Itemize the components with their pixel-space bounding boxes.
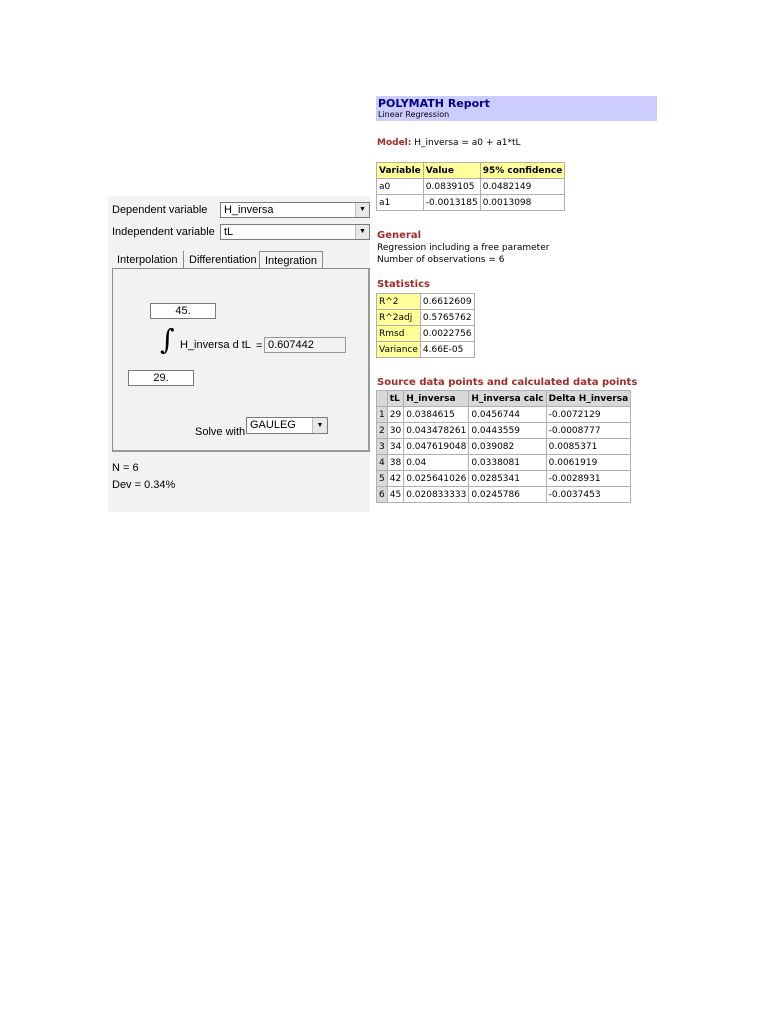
table-cell: 0.025641026 [404,471,469,487]
table-cell: 34 [387,439,403,455]
table-cell: 0.047619048 [404,439,469,455]
table-row [377,455,631,471]
tab-interpolation[interactable]: Interpolation [112,251,184,269]
table-cell: 0.0443559 [469,423,546,439]
table-cell: 0.0456744 [469,407,546,423]
table-cell: -0.0037453 [546,487,631,503]
table-cell: 0.0482149 [480,179,565,195]
source-data-table [376,390,631,503]
row-index: 1 [377,407,388,423]
tab-integration[interactable]: Integration [259,251,323,269]
column-header: Delta H_inversa [546,391,631,407]
table-cell: a0 [377,179,424,195]
general-line: Number of observations = 6 [377,255,505,265]
table-cell: 42 [387,471,403,487]
regression-panel [108,196,370,512]
table-header-row [377,163,565,179]
table-row [377,310,475,326]
statistic-value: 4.66E-05 [420,342,474,358]
report-header [376,96,657,121]
table-cell: 0.039082 [469,439,546,455]
equals-sign: = [256,340,263,352]
table-row [377,195,565,211]
table-cell: 0.04 [404,455,469,471]
model-label: Model: [377,138,412,148]
table-cell: 45 [387,487,403,503]
model-line [377,138,521,148]
table-cell: -0.0072129 [546,407,631,423]
column-header [377,391,388,407]
table-row [377,294,475,310]
table-cell: 0.0061919 [546,455,631,471]
table-row [377,342,475,358]
table-cell: 0.020833333 [404,487,469,503]
column-header: H_inversa calc [469,391,546,407]
dependent-variable-value: H_inversa [224,204,274,216]
row-index: 2 [377,423,388,439]
table-cell: 0.0338081 [469,455,546,471]
statistic-name: R^2 [377,294,421,310]
table-cell: 0.0013098 [480,195,565,211]
column-header: H_inversa [404,391,469,407]
table-cell: 0.0839105 [423,179,480,195]
table-row [377,471,631,487]
row-index: 6 [377,487,388,503]
chevron-down-icon[interactable]: ▼ [355,225,369,239]
column-header: Variable [377,163,424,179]
row-index: 4 [377,455,388,471]
statistics-table [376,293,475,358]
general-line: Regression including a free parameter [377,243,550,253]
statistic-name: Rmsd [377,326,421,342]
statistics-title: Statistics [377,279,430,290]
table-cell: 0.0245786 [469,487,546,503]
table-cell: 0.0384615 [404,407,469,423]
statistic-value: 0.5765762 [420,310,474,326]
dependent-variable-label: Dependent variable [112,204,208,216]
parameters-table [376,162,565,211]
tab-differentiation[interactable]: Differentiation [184,251,263,269]
table-cell: 38 [387,455,403,471]
model-equation: H_inversa = a0 + a1*tL [414,138,521,148]
table-cell: 0.0285341 [469,471,546,487]
statistic-value: 0.0022756 [420,326,474,342]
column-header: 95% confidence [480,163,565,179]
independent-variable-label: Independent variable [112,226,215,238]
table-header-row [377,391,631,407]
table-row [377,423,631,439]
table-row [377,487,631,503]
n-count: N = 6 [112,462,139,474]
statistic-name: R^2adj [377,310,421,326]
deviation: Dev = 0.34% [112,479,176,491]
row-index: 5 [377,471,388,487]
table-cell: 0.0085371 [546,439,631,455]
table-cell: 30 [387,423,403,439]
chevron-down-icon[interactable]: ▼ [312,418,327,433]
integral-icon: ∫ [160,323,175,356]
row-index: 3 [377,439,388,455]
report-title: POLYMATH Report [378,97,490,110]
table-cell: 0.043478261 [404,423,469,439]
integral-result: 0.607442 [264,337,346,353]
statistic-name: Variance [377,342,421,358]
column-header: Value [423,163,480,179]
table-cell: a1 [377,195,424,211]
chevron-down-icon[interactable]: ▼ [355,203,369,217]
dependent-variable-select[interactable] [220,202,370,218]
report-subtitle: Linear Regression [378,110,450,119]
statistic-value: 0.6612609 [420,294,474,310]
independent-variable-select[interactable] [220,224,370,240]
table-row [377,326,475,342]
table-row [377,439,631,455]
upper-limit-input[interactable]: 45. [150,303,216,319]
table-cell: -0.0028931 [546,471,631,487]
integrand-label: H_inversa d tL [180,339,251,351]
general-title: General [377,230,421,241]
table-row [377,407,631,423]
solve-method-value: GAULEG [250,419,296,431]
source-data-title: Source data points and calculated data points [377,377,638,388]
integration-pane [112,268,370,452]
column-header: tL [387,391,403,407]
solve-method-select[interactable] [246,417,328,434]
table-cell: -0.0013185 [423,195,480,211]
lower-limit-input[interactable]: 29. [128,370,194,386]
table-cell: -0.0008777 [546,423,631,439]
independent-variable-value: tL [224,226,234,238]
solve-with-label: Solve with [195,426,246,438]
table-row [377,179,565,195]
table-cell: 29 [387,407,403,423]
